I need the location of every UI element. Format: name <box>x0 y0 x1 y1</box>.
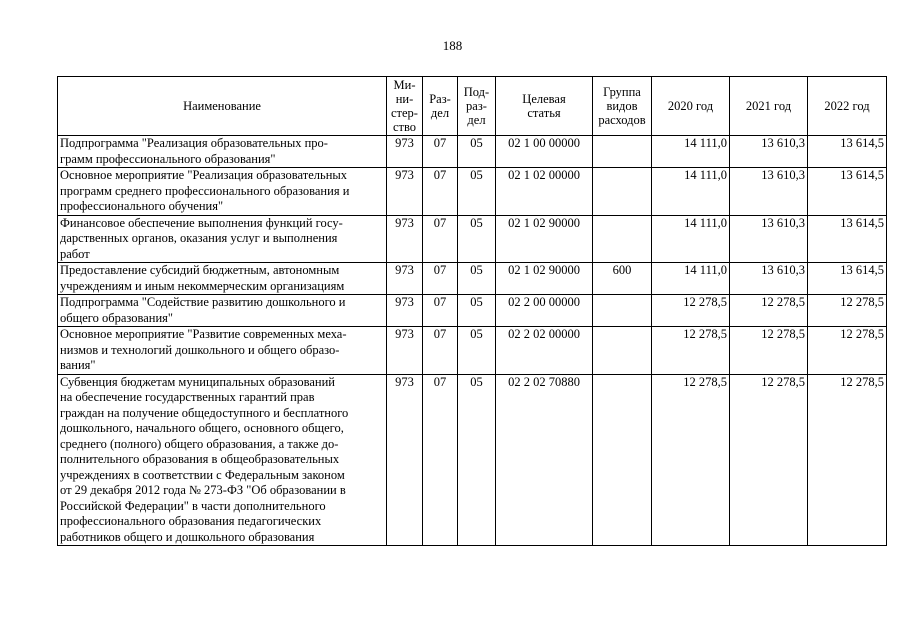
target-article-cell: 02 2 02 00000 <box>496 327 593 375</box>
name-line: Российской Федерации" в части дополнительного <box>60 498 326 513</box>
table-row <box>58 263 887 295</box>
section-cell: 07 <box>423 263 458 295</box>
expense-group-cell <box>593 215 652 263</box>
subsection-cell: 05 <box>458 295 496 327</box>
amount-2022-cell: 12 278,5 <box>808 295 887 327</box>
name-cell <box>58 374 387 546</box>
name-line: работ <box>60 246 90 261</box>
budget-table <box>57 76 887 546</box>
name-line: программ среднего профессионального образования и <box>60 183 350 198</box>
amount-2022-cell: 12 278,5 <box>808 374 887 546</box>
expense-group-cell <box>593 136 652 168</box>
table-body <box>58 136 887 546</box>
subsection-cell: 05 <box>458 168 496 216</box>
amount-2021-cell: 13 610,3 <box>730 168 808 216</box>
expense-group-cell <box>593 168 652 216</box>
name-cell <box>58 136 387 168</box>
name-line: грамм профессионального образования" <box>60 151 276 166</box>
table-row <box>58 136 887 168</box>
amount-2022-cell: 13 614,5 <box>808 263 887 295</box>
amount-2021-cell: 13 610,3 <box>730 215 808 263</box>
name-line: полнительного образования в общеобразовательных <box>60 452 340 466</box>
target-article-cell: 02 1 02 90000 <box>496 263 593 295</box>
name-line: низмов и технологий дошкольного и общего образо- <box>60 342 340 357</box>
name-cell <box>58 263 387 295</box>
subsection-cell: 05 <box>458 263 496 295</box>
name-line: учреждениям и иным некоммерческим организациям <box>60 278 345 293</box>
expense-group-cell <box>593 327 652 375</box>
name-line: на обеспечение государственных гарантий прав <box>60 390 315 404</box>
amount-2021-cell: 13 610,3 <box>730 136 808 168</box>
header-expense-group: Группа видов расходов <box>593 77 652 136</box>
name-line: дошкольного, начального общего, основного общего, <box>60 421 344 435</box>
name-line: среднего (полного) общего образования, а также до- <box>60 436 339 451</box>
name-line: вания" <box>60 358 96 372</box>
amount-2021-cell: 12 278,5 <box>730 295 808 327</box>
header-2021: 2021 год <box>730 77 808 136</box>
name-line: профессионального образования педагогических <box>60 514 322 528</box>
ministry-cell: 973 <box>387 295 423 327</box>
amount-2020-cell: 12 278,5 <box>652 327 730 375</box>
table-row <box>58 215 887 263</box>
name-cell <box>58 327 387 375</box>
amount-2022-cell: 12 278,5 <box>808 327 887 375</box>
name-line: Основное мероприятие "Развитие современных меха- <box>60 327 347 341</box>
name-line: Предоставление субсидий бюджетным, автономным <box>60 263 340 277</box>
subsection-cell: 05 <box>458 374 496 546</box>
table-row <box>58 374 887 546</box>
ministry-cell: 973 <box>387 136 423 168</box>
section-cell: 07 <box>423 295 458 327</box>
header-name: Наименование <box>58 77 387 136</box>
name-line: Подпрограмма "Содействие развитию дошкольного и <box>60 295 346 309</box>
target-article-cell: 02 2 02 70880 <box>496 374 593 546</box>
subsection-cell: 05 <box>458 136 496 168</box>
target-article-cell: 02 2 00 00000 <box>496 295 593 327</box>
ministry-cell: 973 <box>387 374 423 546</box>
target-article-cell: 02 1 02 90000 <box>496 215 593 263</box>
expense-group-cell <box>593 374 652 546</box>
amount-2020-cell: 12 278,5 <box>652 295 730 327</box>
section-cell: 07 <box>423 215 458 263</box>
section-cell: 07 <box>423 327 458 375</box>
name-line: общего образования" <box>60 310 174 325</box>
table-row <box>58 327 887 375</box>
subsection-cell: 05 <box>458 215 496 263</box>
ministry-cell: 973 <box>387 327 423 375</box>
amount-2020-cell: 14 111,0 <box>652 168 730 216</box>
section-cell: 07 <box>423 168 458 216</box>
name-line: профессионального обучения" <box>60 199 224 213</box>
expense-group-cell: 600 <box>593 263 652 295</box>
page-number: 188 <box>442 38 463 53</box>
header-ministry: Ми- ни- стер- ство <box>387 77 423 136</box>
ministry-cell: 973 <box>387 168 423 216</box>
amount-2020-cell: 14 111,0 <box>652 263 730 295</box>
amount-2020-cell: 14 111,0 <box>652 136 730 168</box>
target-article-cell: 02 1 02 00000 <box>496 168 593 216</box>
table-row <box>58 168 887 216</box>
ministry-cell: 973 <box>387 263 423 295</box>
name-line: работников общего и дошкольного образования <box>60 529 315 544</box>
name-line: дарственных органов, оказания услуг и выполнения <box>60 231 338 245</box>
header-2020: 2020 год <box>652 77 730 136</box>
amount-2022-cell: 13 614,5 <box>808 136 887 168</box>
name-line: Подпрограмма "Реализация образовательных про- <box>60 136 328 150</box>
section-cell: 07 <box>423 374 458 546</box>
expense-group-cell <box>593 295 652 327</box>
name-line: Субвенция бюджетам муниципальных образований <box>60 374 335 389</box>
name-line: от 29 декабря 2012 года № 273-ФЗ "Об образовании в <box>60 483 346 497</box>
table-row <box>58 295 887 327</box>
amount-2021-cell: 13 610,3 <box>730 263 808 295</box>
amount-2020-cell: 14 111,0 <box>652 215 730 263</box>
section-cell: 07 <box>423 136 458 168</box>
header-2022: 2022 год <box>808 77 887 136</box>
name-line: Финансовое обеспечение выполнения функций госу- <box>60 215 343 230</box>
amount-2020-cell: 12 278,5 <box>652 374 730 546</box>
target-article-cell: 02 1 00 00000 <box>496 136 593 168</box>
name-line: учреждениях в соответствии с Федеральным законом <box>60 467 345 482</box>
ministry-cell: 973 <box>387 215 423 263</box>
amount-2021-cell: 12 278,5 <box>730 374 808 546</box>
name-cell <box>58 215 387 263</box>
header-subsection: Под- раз- дел <box>458 77 496 136</box>
header-section: Раз- дел <box>423 77 458 136</box>
header-target-article: Целевая статья <box>496 77 593 136</box>
subsection-cell: 05 <box>458 327 496 375</box>
name-cell <box>58 168 387 216</box>
amount-2022-cell: 13 614,5 <box>808 168 887 216</box>
header-row <box>58 77 887 136</box>
amount-2021-cell: 12 278,5 <box>730 327 808 375</box>
name-line: Основное мероприятие "Реализация образовательных <box>60 168 348 182</box>
name-line: граждан на получение общедоступного и бесплатного <box>60 405 349 420</box>
amount-2022-cell: 13 614,5 <box>808 215 887 263</box>
name-cell <box>58 295 387 327</box>
